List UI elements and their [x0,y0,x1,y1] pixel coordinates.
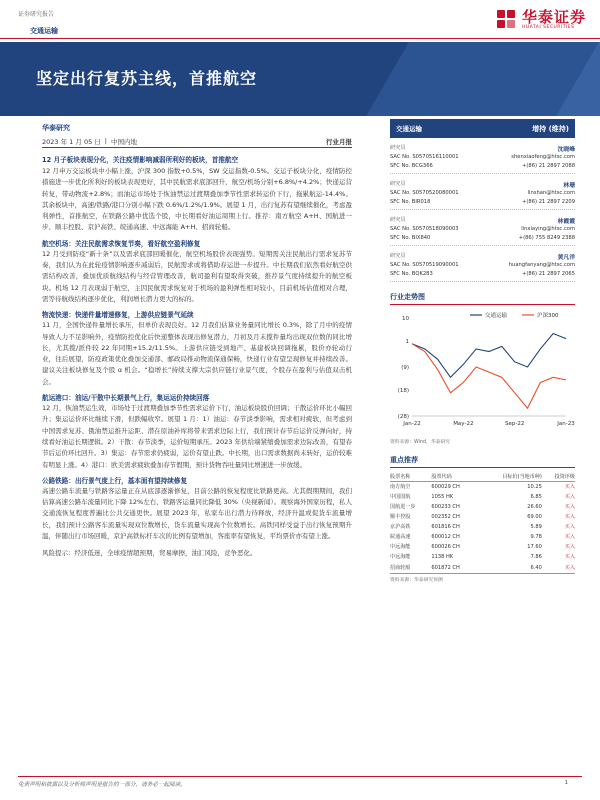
footer-disclaimer: 免责声明和披露以及分析师声明是报告的一部分，请务必一起阅读。 [18,782,186,788]
stock-rating: 买入 [542,563,575,574]
trend-chart-svg [390,308,575,436]
analyst-phone: +(86) 21 2897 2065 [522,270,575,277]
dateline-sep: | [104,137,107,145]
section-heading: 航运港口：油运/干散中长期景气上行，集运运价持续回落 [42,394,210,403]
stock-target: 69.00 [527,514,542,521]
section-shipping [42,394,352,471]
report-type: 证券研究报告 [18,11,55,18]
stocks-source: 资料来源：华泰研究预测 [390,577,443,583]
section-body: 高速公路车流量与铁路客运量正在从底部逐渐修复，目前公路的恢复程度比铁路更高。尤其假期期间，我们估算高速公路车流量同比下降 12%左右，铁路客运量同比降低 30%（央视新闻）。观察海外国家历程，私人交通流恢复程度普遍比公共交通更快。展望 2023 年，私家车出行潜力待释放，经济升温或促货车流量增长，我们预计公路客车流量实现双位数增长，货车流量实现高个位数增长。高铁同样受益于出行恢复预期升温，伴随出行市场回暖，京沪高铁标杆车次的比例有望增加，客座率有望恢复，平均票价亦有望上涨。 [42,486,352,541]
analyst-name: 林霞霞 [557,219,575,225]
footer-divider [18,776,582,777]
sector-tag: 交通运输 [30,27,58,35]
series-line-1 [412,344,566,408]
section-body: 12 月受到防疫“新十条”以及需求底部回暖催化，航空机场股价表现强势。短期需关注民航出行需求复苏节奏，我们认为在此轮疫情影响逐步减弱后，民航需求或将借助春运进一步提升。中长期我们依然看好航空供需结构改善，叠加优质航线结构与经营管理改善，航司盈利有望取得突破，推荐景气度持续提升的航空板块。机场 12 月表现弱于航空，主因民航需求恢复对于机场的盈利弹性相对较小，目前机场估值相对合理，需等待航线结构逐步优化，利润增长潜力更大的标的。 [42,249,352,303]
table-row [390,482,575,493]
table-row [390,512,575,522]
section-body: 11 月，全国快递件量增长承压，但单价表现良好。12 月我们估算业务量同比增长 0.3%，除了月中的疫情导致人力不足影响外，疫情防控优化后快递整体表现出修复潜力，月初及月末揽件量均出现双位数的同比增长，尤其揽/派件较 22 年同期+15.2/11.5%。上游供应链受到地产、基建板块回调拖累，股价亦轮动行业，往后展望，防疫政策优化叠加交通部、邮政局推动物流保通保畅，快递行业有望呈现修复并持续改善。建议关注板块修复及个股 α 机会。“稳增长”持续支撑大宗供应链行业景气度，个股存在盈利与估值双击机会。 [42,321,352,386]
risk-note: 风险提示：经济低迷，全球疫情超预期，贸易摩擦，油汇风险，竞争恶化。 [42,549,257,558]
analyst-role: 研究员 [390,145,406,151]
section-logistics [42,311,352,388]
section-body: 12 月，恢油禁运生效，市场处于过渡期叠加季节性需求运价下行，油运板块股价回调；干散运价环比小幅回升；集运运价环比继续下滑，但跌幅收窄。展望 1 月：1）油运：春节淡季影响，需求相对疲软，但考虑到中国需求复苏、俄油禁运推升运距、潜在原油补库将带来需求边际上行，我们预计春节后运价反弹向好，持续看好油运长期逻辑。2）干散：春节淡季，运价短期承压。2023 年供给端紧缩叠加需求边际改善，有望春节后运价环比回升。3）集运：春节需求仍疲弱，运价有望止跌。中长期，出口需求数据尚未转好，运价较难有明显上涨。4）港口：欧美需求疲软叠加春节假期，预计货物吞吐量同比增速进一步放缓。 [42,404,352,469]
analyst-name: 林珊 [563,183,575,189]
analyst-name: 沈晓峰 [557,147,575,153]
sidebar [390,119,575,583]
stock-code: 600029 CH [431,483,460,490]
analyst-sfc: SFC No. BCG366 [390,162,433,169]
report-title: 坚定出行复苏主线，首推航空 [36,69,258,88]
table-row [390,543,575,553]
stock-code: 600233 CH [431,503,460,510]
stocks-title: 重点推荐 [390,455,575,468]
stock-rating: 买入 [564,544,575,551]
header-divider [0,38,600,39]
analyst-sac: SAC No. S0570518090003 [390,226,459,232]
stock-target: 26.60 [527,503,542,510]
series-line-0 [412,333,566,377]
table-row [390,532,575,542]
analyst-sfc: SFC No. BQK283 [390,270,433,277]
stock-name: 皖通高速 [390,534,411,541]
stock-rating: 买入 [564,514,575,521]
stocks-col-rating: 投资评级 [542,472,575,482]
section-heading: 物流快递：快递件量增速修复，上游供应链景气延续 [42,311,194,320]
stock-target: 6.85 [530,493,542,500]
section-highway-rail [42,477,352,542]
stock-code: 1055 HK [431,493,454,500]
stock-code: 601816 CH [431,524,460,531]
report-kind: 行业月报 [326,138,352,146]
y-tick-label: 1 [405,339,409,346]
analyst-card [390,180,575,210]
stock-code: 002352 CH [431,514,460,521]
brand-name-en: HUATAI SECURITIES [521,24,575,30]
analyst-phone: +(86) 755 8249 2388 [518,234,575,241]
analyst-phone: +(86) 21 2897 2209 [522,198,575,205]
analyst-role: 研究员 [390,253,406,259]
x-tick-label: May-22 [453,421,474,427]
stock-name: 中远海能 [390,544,411,551]
analyst-card [390,252,575,282]
x-tick-label: Jan-23 [557,421,575,427]
section-heading: 12 月子板块表现分化，关注疫情影响减弱所利好的板块，首推航空 [42,156,239,164]
stock-target: 10.25 [527,483,542,490]
table-row [390,553,575,563]
section-heading: 航空机场：关注民航需求恢复节奏，看好航空盈利修复 [42,239,201,248]
trend-source: 资料来源：Wind，华泰研究 [390,440,451,445]
analyst-sac: SAC No. S0570519090001 [390,262,459,268]
stock-target: 17.60 [527,544,542,551]
stock-code: 1138 HK [431,554,454,561]
sidebar-sector: 交通运输 [396,125,422,133]
y-tick-label: (18) [397,388,409,395]
stock-name: 京沪高铁 [390,524,411,531]
page-number: 1 [564,780,568,786]
dateline-divider [42,147,352,148]
stock-code: 600026 CH [431,544,460,551]
sidebar-header [390,119,575,138]
analyst-sfc: SFC No. BIR018 [390,198,431,205]
stocks-col-code: 股票代码 [431,472,477,482]
analyst-email[interactable]: huangfanyang@htsc.com [508,262,575,268]
trend-chart [390,308,575,436]
section-heading: 公路铁路：出行景气度上行，基本面有望持续修复 [42,476,188,485]
y-tick-label: 10 [402,316,409,322]
table-row [390,502,575,512]
analyst-sac: SAC No. S0570520080001 [390,190,459,196]
stock-target: 9.78 [530,534,542,541]
stocks-col-target: 目标价(当地币种) [478,472,542,482]
stock-rating: 买入 [564,524,575,531]
stock-name: 顺丰控股 [390,514,411,521]
section-aviation [42,240,352,305]
stock-rating: 买入 [564,483,575,490]
analyst-email[interactable]: linshan@htsc.com [527,190,575,196]
table-row [390,563,575,574]
analyst-phone: +(86) 21 2897 2088 [522,162,575,169]
brand-logo-icon [495,8,517,30]
stocks-col-name: 股票名称 [390,472,431,482]
stock-name: 中国国航 [390,493,411,500]
section-summary [42,156,352,234]
sector-rating: 增持 (维持) [532,124,569,133]
report-date: 2023 年 1 月 05 日 [42,138,101,146]
x-tick-label: Sep-22 [504,421,525,427]
stocks-header-row [390,472,575,482]
stock-code: 600012 CH [431,534,460,541]
legend-label-1: 沪深300 [537,313,559,319]
y-tick-label: (9) [401,365,409,371]
analyst-role: 研究员 [390,217,406,223]
stock-rating: 买入 [564,554,575,561]
org-name: 华泰研究 [42,124,70,132]
dateline [42,137,352,146]
brand-logo [495,8,586,30]
stock-rating: 买入 [564,534,575,541]
stock-target: 6.40 [478,563,542,574]
trend-title: 行业走势图 [390,292,575,305]
x-tick-label: Jan-22 [403,421,421,427]
analyst-name: 黄凡洋 [557,255,575,261]
brand-name-cn: 华泰证券 [521,7,586,26]
legend-label-0: 交通运输 [485,313,508,319]
analyst-role: 研究员 [390,181,406,187]
analyst-email[interactable]: linxiaying@htsc.com [521,226,575,232]
table-row [390,492,575,502]
report-region: 中国内地 [110,138,137,146]
y-tick-label: (28) [397,414,409,420]
analyst-card [390,216,575,246]
stock-target: 7.86 [530,554,542,561]
stock-rating: 买入 [564,493,575,500]
stock-target: 5.89 [530,524,542,531]
analyst-sfc: SFC No. BIX840 [390,234,431,241]
analyst-sac: SAC No. S0570516110001 [390,154,459,160]
main-content [42,150,352,560]
analyst-email[interactable]: shenxiaofeng@htsc.com [511,154,575,160]
analyst-card [390,144,575,174]
stock-rating: 买入 [564,503,575,510]
stock-name: 招商轮船 [390,563,431,574]
stock-name: 中远海能 [390,554,411,561]
section-body: 12 月申万交运板块中小幅上涨，沪深 300 指数+0.5%，SW 交运指数-0.5%。交运子板块分化，疫情防控措施进一步优化所利好的板块表现更好，其中民航需求底部回升，航空/机场分别+6.8%/+4.2%；快递运营转复，带动物流+2.8%；而油运市场处于恢油禁运过渡期叠加季节性需求转运价下行，拖累航运-14.4%。其余板块中，高速/铁路/港口分别小幅下跌 0.6%/1.2%/1.9%。展望 1 月，出行复苏有望继续催化，考虑盈利弹性，首推航空，在铁路公路中优选个股，中长期看好油运周期上行。推荐：南方航空 A+H、国航进一步、顺丰控股、京沪高铁、皖通高速、中远海能 A+H、招商轮船。 [42,167,352,232]
table-row [390,522,575,532]
stocks-table [390,472,575,574]
stock-name: 南方航空 [390,483,411,490]
stock-name: 国航进一步 [390,503,416,510]
stock-code: 601872 CH [431,563,477,574]
